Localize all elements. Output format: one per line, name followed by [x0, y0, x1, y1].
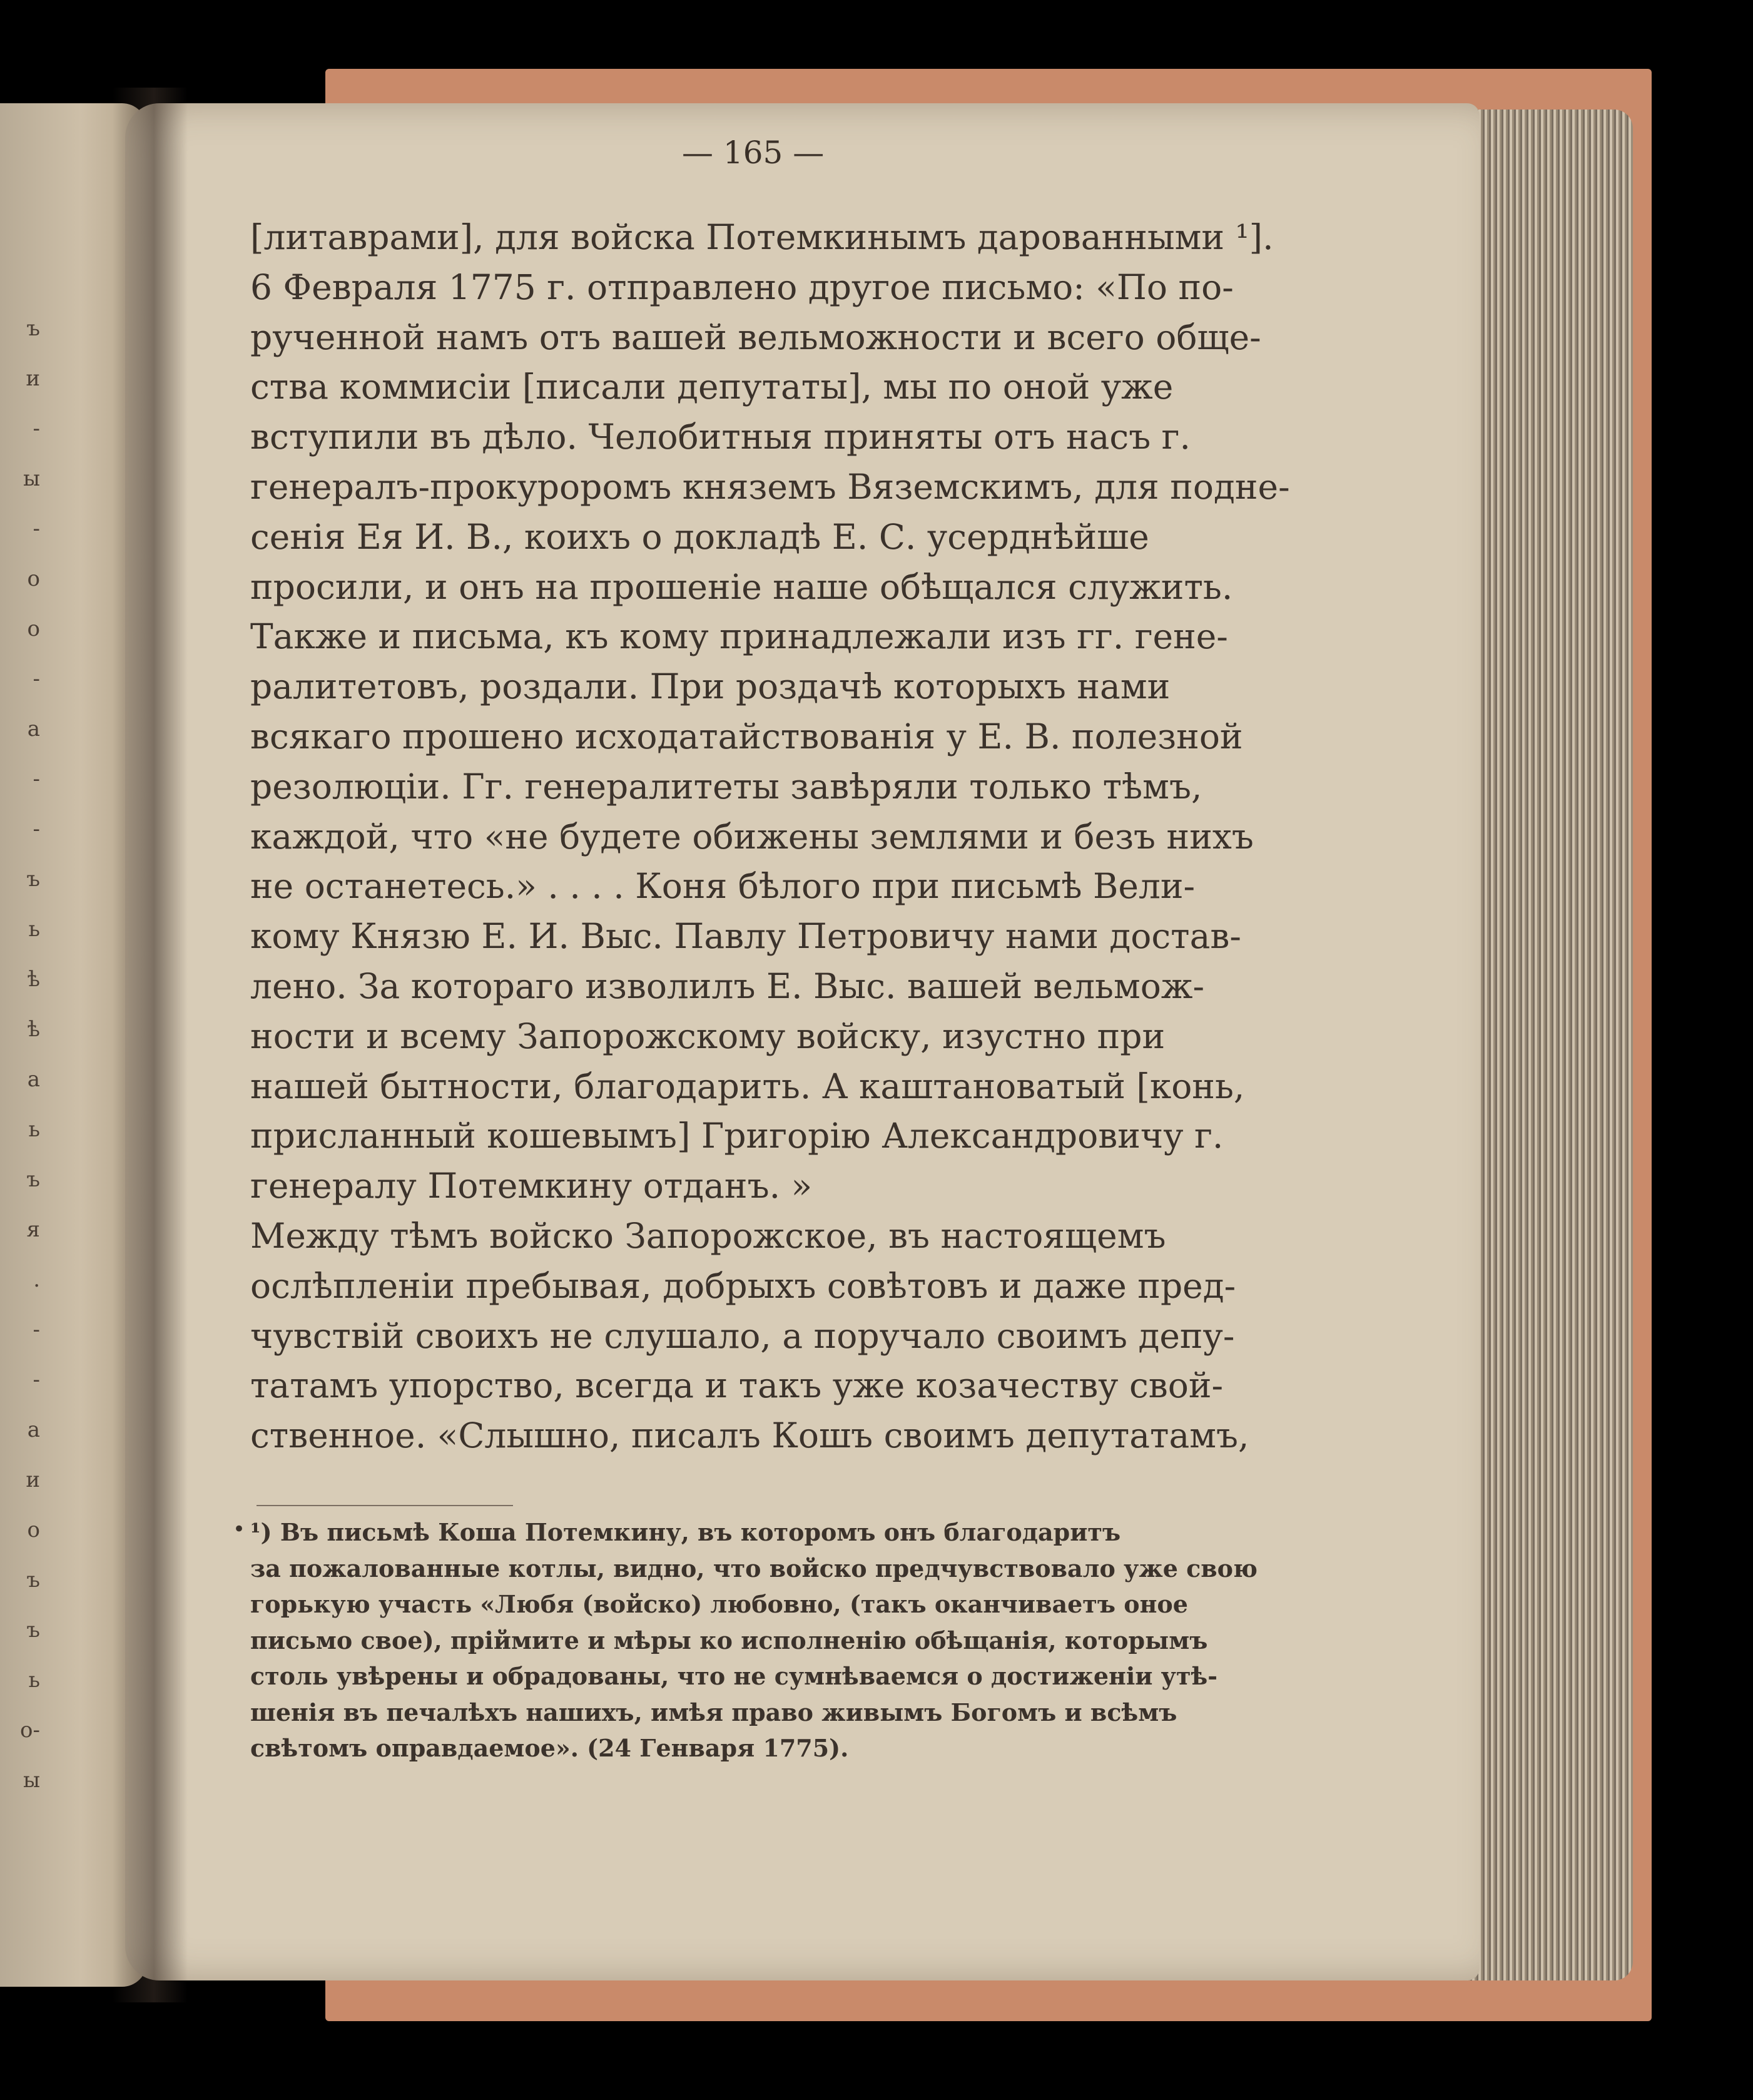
- text-line: не останетесь.» . . . . Коня бѣлого при письмѣ Вели-: [250, 866, 1196, 907]
- text-line: чувствій своихъ не слушало, а поручало своимъ депу-: [250, 1315, 1235, 1356]
- left-page-char: -: [33, 516, 40, 541]
- left-page-char: и: [26, 1467, 40, 1492]
- left-page-char: ѣ: [27, 967, 40, 992]
- left-page-char: о-: [20, 1718, 40, 1743]
- text-line: ства коммисіи [писали депутаты], мы по оной уже: [250, 367, 1174, 407]
- left-page-char: ь: [28, 917, 40, 942]
- text-line: Между тѣмъ войско Запорожское, въ настоящемъ: [250, 1215, 1166, 1256]
- left-page-char: ъ: [26, 867, 40, 892]
- text-line: ралитетовъ, роздали. При роздачѣ которыхъ нами: [250, 666, 1171, 707]
- left-page-cut-text: [0, 303, 40, 1993]
- text-line: 6 Февраля 1775 г. отправлено другое письмо: «По по-: [250, 267, 1234, 307]
- footnote-line: ¹) Въ письмѣ Коша Потемкину, въ которомъ онъ благодаритъ: [250, 1518, 1121, 1546]
- text-line: ослѣпленіи пребывая, добрыхъ совѣтовъ и даже пред-: [250, 1265, 1236, 1306]
- text-line: генералу Потемкину отданъ. »: [250, 1166, 813, 1206]
- footnote-line: за пожалованные котлы, видно, что войско предчувствовало уже свою: [250, 1554, 1258, 1583]
- left-page-char: -: [33, 1367, 40, 1392]
- left-page-char: о: [27, 616, 40, 641]
- left-page-char: -: [33, 1317, 40, 1342]
- footnote-divider: [257, 1505, 513, 1506]
- footnote-line: шенія въ печалѣхъ нашихъ, имѣя право живымъ Богомъ и всѣмъ: [250, 1698, 1177, 1726]
- text-line: каждой, что «не будете обижены землями и безъ нихъ: [250, 816, 1254, 857]
- left-page-char: ы: [23, 466, 40, 491]
- left-page-char: ѣ: [27, 1017, 40, 1042]
- text-line: генералъ-прокуроромъ княземъ Вяземскимъ, для подне-: [250, 466, 1290, 507]
- text-line: резолюціи. Гг. генералитеты завѣряли только тѣмъ,: [250, 766, 1202, 807]
- left-page-char: ъ: [26, 1618, 40, 1643]
- text-line: всякаго прошено исходатайствованія у Е. В. полезной: [250, 716, 1243, 757]
- left-page-char: ы: [23, 1768, 40, 1793]
- left-page-char: -: [33, 767, 40, 792]
- left-page-char: и: [26, 366, 40, 391]
- text-line: ственное. «Слышно, писалъ Кошъ своимъ депутатамъ,: [250, 1415, 1249, 1456]
- footnote-mark: •: [233, 1517, 246, 1542]
- left-page-char: ъ: [26, 316, 40, 341]
- left-page-char: а: [27, 716, 40, 742]
- footnote-line: письмо свое), пріймите и мѣры ко исполненію обѣщанія, которымъ: [250, 1626, 1208, 1654]
- text-line: сенія Ея И. В., коихъ о докладѣ Е. С. усерднѣйше: [250, 516, 1149, 557]
- text-line: кому Князю Е. И. Выс. Павлу Петровичу нами достав-: [250, 916, 1241, 957]
- left-page-char: .: [33, 1267, 40, 1292]
- footnote: [250, 1514, 1301, 1766]
- text-line: лено. За котораго изволилъ Е. Выс. вашей вельмож-: [250, 966, 1205, 1006]
- page-edges: [1458, 110, 1633, 1980]
- left-page-char: а: [27, 1417, 40, 1442]
- left-page-char: ъ: [26, 1567, 40, 1593]
- left-page-char: -: [33, 416, 40, 441]
- footnote-line: свѣтомъ оправдаемое». (24 Генваря 1775).: [250, 1734, 849, 1762]
- left-page-char: я: [26, 1217, 40, 1242]
- text-line: татамъ упорство, всегда и такъ уже козачеству свой-: [250, 1365, 1224, 1406]
- page-number: — 165 —: [682, 135, 825, 171]
- body-text: [250, 213, 1301, 1461]
- left-page-char: а: [27, 1067, 40, 1092]
- text-line: [литаврами], для войска Потемкинымъ дарованными ¹].: [250, 217, 1274, 257]
- text-line: присланный кошевымъ] Григорію Александровичу г.: [250, 1116, 1224, 1156]
- text-line: рученной намъ отъ вашей вельможности и всего обще-: [250, 317, 1261, 357]
- text-line: просили, и онъ на прошеніе наше обѣщался служить.: [250, 566, 1233, 607]
- footnote-line: горькую участь «Любя (войско) любовно, (такъ оканчиваетъ оное: [250, 1590, 1188, 1618]
- text-line: вступили въ дѣло. Челобитныя приняты отъ насъ г.: [250, 417, 1191, 457]
- left-page-char: ь: [28, 1668, 40, 1693]
- left-page-char: ь: [28, 1117, 40, 1142]
- left-page-char: -: [33, 817, 40, 842]
- left-page-char: ъ: [26, 1167, 40, 1192]
- text-line: Также и письма, къ кому принадлежали изъ гг. гене-: [250, 616, 1228, 657]
- left-page-char: о: [27, 566, 40, 591]
- page-gutter: [113, 88, 188, 2002]
- text-line: ности и всему Запорожскому войску, изустно при: [250, 1016, 1166, 1056]
- text-line: нашей бытности, благодарить. А каштановатый [конь,: [250, 1066, 1245, 1106]
- left-page-char: о: [27, 1517, 40, 1542]
- left-page-char: -: [33, 666, 40, 691]
- footnote-line: столь увѣрены и обрадованы, что не сумнѣваемся о достиженіи утѣ-: [250, 1662, 1218, 1690]
